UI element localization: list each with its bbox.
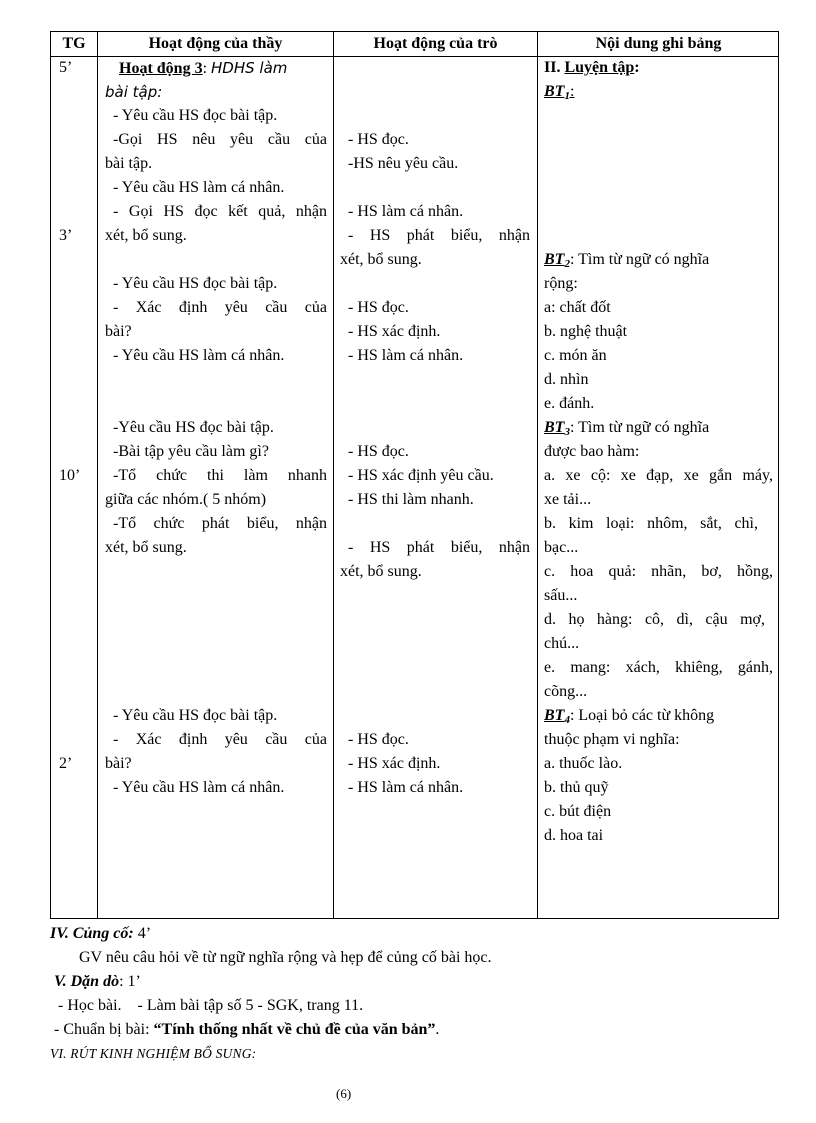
exercise-3-heading: [544, 416, 709, 441]
teacher-line: - Yêu cầu HS làm cá nhân.: [113, 779, 285, 796]
page-number: (6): [336, 1086, 352, 1101]
activity-title-cont: bài tập:: [105, 83, 163, 101]
teacher-line: - Yêu cầu HS đọc bài tập.: [113, 707, 278, 724]
column-divider: [97, 32, 98, 918]
exercise-label: [544, 707, 570, 724]
teacher-line: - Yêu cầu HS làm cá nhân.: [113, 347, 285, 364]
teacher-line: xét, bổ sung.: [105, 227, 187, 244]
teacher-line: - Xác định yêu cầu của: [113, 299, 327, 316]
teacher-line: - Gọi HS đọc kết quả, nhận: [113, 203, 327, 220]
student-line: - HS đọc.: [348, 131, 409, 148]
board-line: được bao hàm:: [544, 443, 640, 460]
exercise-2-heading: [544, 248, 709, 273]
homework-time: : 1’: [119, 973, 141, 990]
teacher-line: - Yêu cầu HS làm cá nhân.: [113, 179, 285, 196]
student-line: xét, bổ sung.: [340, 563, 422, 580]
column-divider: [333, 32, 334, 918]
homework-label: V. Dặn dò: [54, 973, 120, 990]
teacher-line: bài?: [105, 323, 132, 340]
section-colon: :: [634, 59, 640, 76]
time-cell: 3’: [59, 227, 73, 244]
activity-label: Hoạt động 3: [119, 60, 203, 77]
consolidation-label: IV. Củng cố:: [50, 925, 134, 942]
board-line: b. kim loại: nhôm, sắt, chì,: [544, 515, 758, 532]
teacher-line: giữa các nhóm.( 5 nhóm): [105, 491, 267, 508]
board-line: cõng...: [544, 683, 588, 700]
board-line: thuộc phạm vi nghĩa:: [544, 731, 680, 748]
student-line: - HS làm cá nhân.: [348, 203, 464, 220]
board-line: a. xe cộ: xe đạp, xe gắn máy,: [544, 467, 773, 484]
teacher-line: -Gọi HS nêu yêu cầu của: [113, 131, 327, 148]
exercise-text: : Tìm từ ngữ có nghĩa: [569, 251, 710, 268]
exercise-label: [544, 83, 570, 100]
student-line: - HS làm cá nhân.: [348, 347, 464, 364]
board-line: c. bút điện: [544, 803, 612, 820]
student-line: xét, bổ sung.: [340, 251, 422, 268]
header-student: Hoạt động của trò: [373, 35, 498, 52]
section-title: Luyện tập: [564, 59, 635, 76]
exercise-prefix: BT: [544, 419, 565, 436]
exercise-label: [544, 251, 570, 268]
board-line: a. thuốc lào.: [544, 755, 623, 772]
homework-line: - Học bài. - Làm bài tập số 5 - SGK, trang 11.: [58, 997, 364, 1014]
teacher-line: -Tổ chức thi làm nhanh: [113, 467, 327, 484]
exercise-number: 3: [564, 426, 570, 438]
section-number: II.: [544, 59, 565, 76]
board-line: a: chất đốt: [544, 299, 611, 316]
teacher-line: - Yêu cầu HS đọc bài tập.: [113, 275, 278, 292]
student-line: - HS phát biểu, nhận: [348, 539, 530, 556]
exercise-prefix: BT: [544, 83, 565, 100]
consolidation-heading: [50, 922, 151, 946]
board-line: chú...: [544, 635, 580, 652]
student-line: - HS đọc.: [348, 731, 409, 748]
teacher-line: -Tổ chức phát biểu, nhận: [113, 515, 327, 532]
student-line: -HS nêu yêu cầu.: [348, 155, 459, 172]
board-line: b. thủ quỹ: [544, 779, 609, 796]
column-divider: [537, 32, 538, 918]
activity-colon: :: [202, 60, 208, 77]
consolidation-time: 4’: [133, 925, 152, 942]
teacher-line: bài tập.: [105, 155, 153, 172]
experience-heading: VI. RÚT KINH NGHIỆM BỔ SUNG:: [50, 1046, 257, 1061]
board-line: sấu...: [544, 587, 578, 604]
board-line: d. hoa tai: [544, 827, 604, 844]
student-line: - HS phát biểu, nhận: [348, 227, 530, 244]
activity-heading: [119, 56, 287, 81]
homework-heading: [54, 970, 141, 994]
lesson-table: [50, 31, 779, 919]
teacher-line: xét, bổ sung.: [105, 539, 187, 556]
board-line: b. nghệ thuật: [544, 323, 628, 340]
header-board: Nội dung ghi bảng: [595, 35, 722, 52]
teacher-line: bài?: [105, 755, 132, 772]
exercise-text: : Loại bỏ các từ không: [569, 707, 715, 724]
board-line: d. họ hàng: cô, dì, cậu mợ,: [544, 611, 765, 628]
teacher-line: -Yêu cầu HS đọc bài tập.: [113, 419, 274, 436]
exercise-4-heading: [544, 704, 714, 729]
student-line: - HS đọc.: [348, 299, 409, 316]
exercise-number: 2: [564, 258, 570, 270]
exercise-prefix: BT: [544, 251, 565, 268]
board-line: e. mang: xách, khiêng, gánh,: [544, 659, 773, 676]
exercise-label: [544, 419, 570, 436]
teacher-line: -Bài tập yêu cầu làm gì?: [113, 443, 269, 460]
consolidation-text: GV nêu câu hỏi về từ ngữ nghĩa rộng và hẹp để củng cố bài học.: [79, 949, 492, 966]
header-tg: TG: [62, 35, 86, 52]
board-line: c. món ăn: [544, 347, 607, 364]
time-cell: 2’: [59, 755, 73, 772]
header-teacher: Hoạt động của thầy: [148, 35, 283, 52]
exercise-colon: :: [569, 83, 575, 100]
board-line: c. hoa quả: nhãn, bơ, hồng,: [544, 563, 773, 580]
time-cell: 5’: [59, 59, 73, 76]
board-line: rộng:: [544, 275, 578, 292]
teacher-line: - Yêu cầu HS đọc bài tập.: [113, 107, 278, 124]
exercise-number: 4: [564, 714, 570, 726]
board-line: xe tải...: [544, 491, 592, 508]
exercise-number: 1: [564, 90, 570, 102]
board-line: bạc...: [544, 539, 579, 556]
prepare-prefix: - Chuẩn bị bài:: [54, 1021, 154, 1038]
teacher-line: - Xác định yêu cầu của: [113, 731, 327, 748]
exercise-text: : Tìm từ ngữ có nghĩa: [569, 419, 710, 436]
exercise-1-heading: [544, 80, 574, 105]
prepare-line: [54, 1018, 439, 1042]
student-line: - HS xác định yêu cầu.: [348, 467, 494, 484]
board-line: d. nhìn: [544, 371, 589, 388]
board-line: e. đánh.: [544, 395, 595, 412]
time-cell: 10’: [59, 467, 81, 484]
prepare-title: “Tính thống nhất về chủ đề của văn bản”: [153, 1021, 436, 1038]
exercise-prefix: BT: [544, 707, 565, 724]
activity-title: HDHS làm: [211, 59, 288, 77]
student-line: - HS xác định.: [348, 755, 441, 772]
section-heading: [544, 56, 640, 80]
prepare-end: .: [435, 1021, 440, 1038]
student-line: - HS thi làm nhanh.: [348, 491, 474, 508]
student-line: - HS đọc.: [348, 443, 409, 460]
student-line: - HS làm cá nhân.: [348, 779, 464, 796]
student-line: - HS xác định.: [348, 323, 441, 340]
